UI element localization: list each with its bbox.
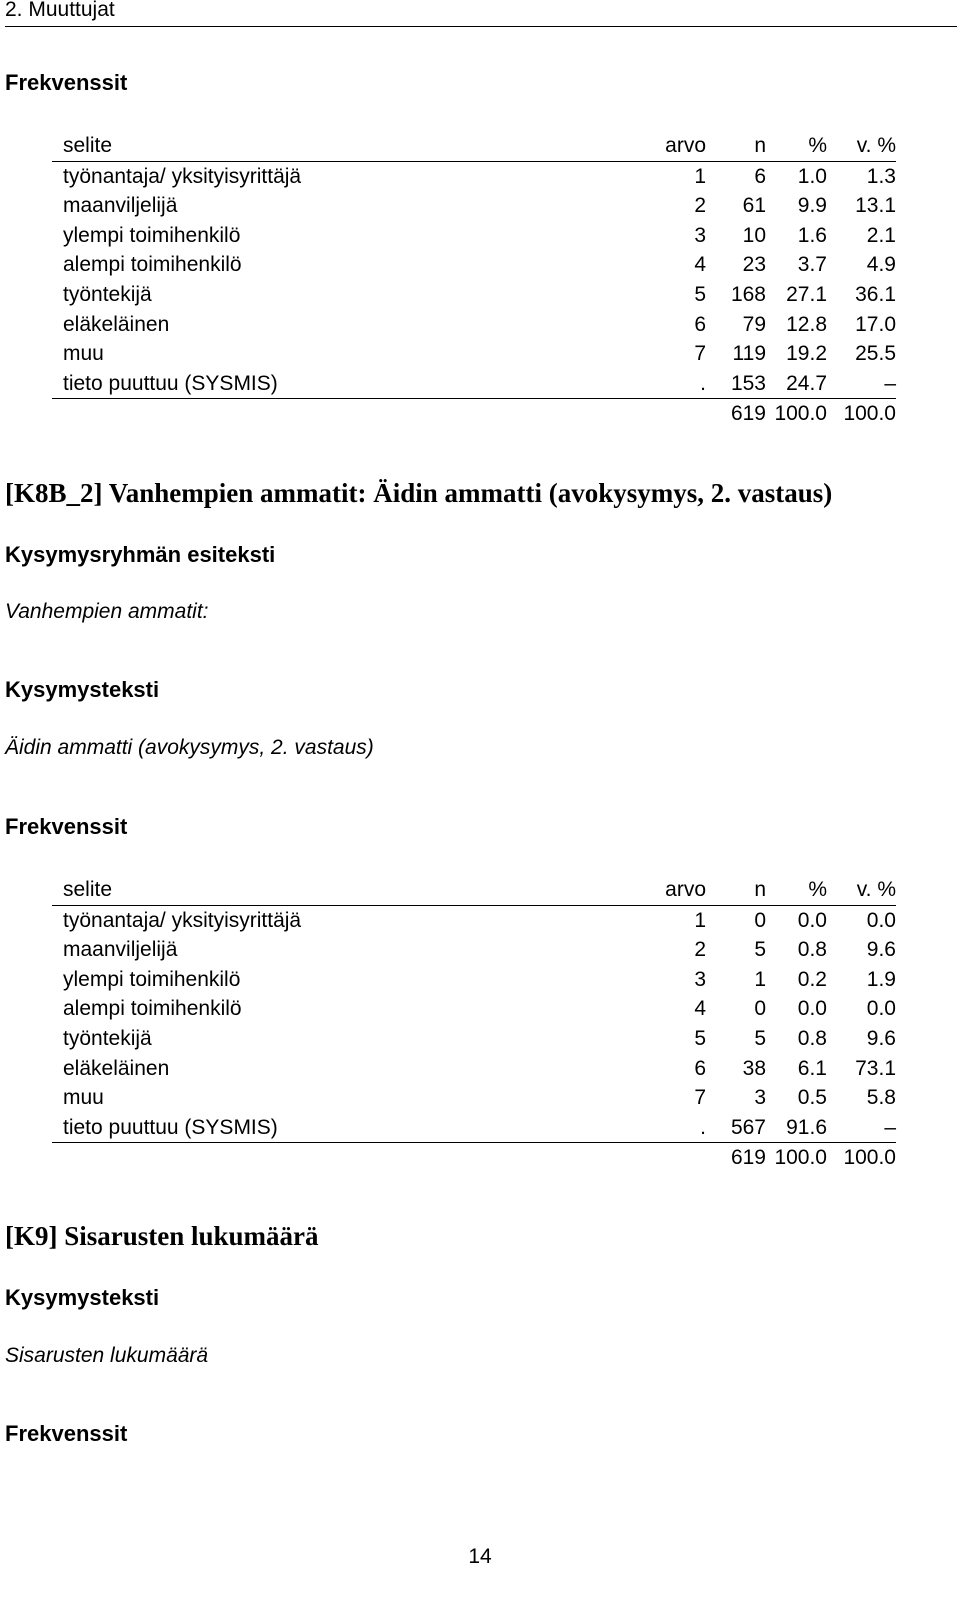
row-vpct: 25.5 bbox=[855, 342, 896, 366]
header-selite: selite bbox=[63, 134, 113, 157]
row-pct: 9.9 bbox=[797, 194, 827, 218]
row-pct: 12.8 bbox=[786, 312, 827, 336]
row-arvo: 5 bbox=[694, 1026, 706, 1050]
table-row bbox=[52, 1083, 896, 1113]
row-vpct: 36.1 bbox=[855, 282, 896, 306]
row-arvo: 3 bbox=[694, 223, 706, 247]
row-selite: eläkeläinen bbox=[63, 1056, 170, 1080]
row-selite: maanviljelijä bbox=[63, 194, 178, 218]
header-pct: % bbox=[808, 878, 827, 901]
row-selite: työntekijä bbox=[63, 282, 152, 306]
table-row bbox=[52, 310, 896, 340]
table-header-row bbox=[52, 875, 896, 905]
table-row bbox=[52, 162, 896, 192]
row-pct: 24.7 bbox=[786, 371, 827, 395]
section2-group-label: Kysymysryhmän esiteksti bbox=[5, 542, 276, 567]
table-total-row bbox=[52, 1143, 896, 1173]
table-row bbox=[52, 1113, 896, 1143]
table-row bbox=[52, 280, 896, 310]
row-pct: 91.6 bbox=[786, 1115, 827, 1139]
section3-heading: [K9] Sisarusten lukumäärä bbox=[5, 1221, 319, 1251]
row-arvo: . bbox=[700, 1115, 706, 1139]
row-arvo: 1 bbox=[694, 908, 706, 932]
row-pct: 0.0 bbox=[797, 908, 827, 932]
table-row bbox=[52, 1054, 896, 1084]
table-row bbox=[52, 1024, 896, 1054]
row-selite: muu bbox=[63, 1086, 104, 1110]
row-vpct: 1.9 bbox=[866, 967, 896, 991]
table-row bbox=[52, 250, 896, 280]
row-pct: 0.8 bbox=[797, 1026, 827, 1050]
row-selite: muu bbox=[63, 342, 104, 366]
section1-freq-label: Frekvenssit bbox=[5, 70, 128, 95]
header-rule bbox=[5, 26, 957, 27]
row-n: 153 bbox=[730, 371, 766, 395]
section1-frequency-table bbox=[52, 131, 896, 429]
header-vpct: v. % bbox=[856, 878, 896, 901]
row-pct: 0.2 bbox=[797, 967, 827, 991]
row-vpct: 9.6 bbox=[866, 938, 896, 962]
row-n: 23 bbox=[742, 253, 766, 277]
row-n: 61 bbox=[742, 194, 766, 218]
table-body bbox=[52, 906, 896, 1143]
section2-heading: [K8B_2] Vanhempien ammatit: Äidin ammatti (avokysymys, 2. vastaus) bbox=[5, 478, 833, 508]
row-n: 567 bbox=[730, 1115, 766, 1139]
total-n: 619 bbox=[730, 1146, 766, 1170]
row-arvo: 7 bbox=[694, 1086, 706, 1110]
row-vpct: 13.1 bbox=[855, 194, 896, 218]
row-n: 79 bbox=[742, 312, 766, 336]
row-vpct: – bbox=[884, 1115, 896, 1139]
row-n: 1 bbox=[754, 967, 766, 991]
row-n: 119 bbox=[732, 342, 766, 366]
row-n: 168 bbox=[730, 282, 766, 306]
row-pct: 1.0 bbox=[797, 164, 827, 188]
row-selite: työnantaja/ yksityisyrittäjä bbox=[63, 908, 302, 932]
section2-question-label: Kysymysteksti bbox=[5, 677, 160, 702]
total-n: 619 bbox=[730, 402, 766, 426]
row-selite: alempi toimihenkilö bbox=[63, 253, 242, 277]
row-pct: 19.2 bbox=[786, 342, 827, 366]
row-selite: alempi toimihenkilö bbox=[63, 997, 242, 1021]
total-vpct: 100.0 bbox=[843, 402, 896, 426]
row-vpct: 5.8 bbox=[866, 1086, 896, 1110]
row-vpct: 17.0 bbox=[855, 312, 896, 336]
row-pct: 27.1 bbox=[786, 282, 827, 306]
running-head: 2. Muuttujat bbox=[5, 0, 115, 21]
row-n: 6 bbox=[754, 164, 766, 188]
header-arvo: arvo bbox=[665, 878, 706, 901]
row-selite: tieto puuttuu (SYSMIS) bbox=[63, 1115, 278, 1139]
row-pct: 0.5 bbox=[797, 1086, 827, 1110]
row-arvo: 3 bbox=[694, 967, 706, 991]
row-arvo: 4 bbox=[694, 253, 706, 277]
row-vpct: – bbox=[884, 371, 896, 395]
header-arvo: arvo bbox=[665, 134, 706, 157]
section2-group-text: Vanhempien ammatit: bbox=[5, 600, 209, 623]
row-n: 0 bbox=[754, 908, 766, 932]
row-selite: ylempi toimihenkilö bbox=[63, 967, 241, 991]
row-pct: 3.7 bbox=[797, 253, 827, 277]
header-vpct: v. % bbox=[856, 134, 896, 157]
row-arvo: 2 bbox=[694, 194, 706, 218]
table-body bbox=[52, 162, 896, 399]
row-arvo: . bbox=[700, 371, 706, 395]
row-arvo: 6 bbox=[694, 312, 706, 336]
header-selite: selite bbox=[63, 878, 113, 901]
row-vpct: 0.0 bbox=[866, 908, 896, 932]
table-row bbox=[52, 994, 896, 1024]
page-number: 14 bbox=[468, 1545, 492, 1568]
row-n: 5 bbox=[754, 1026, 766, 1050]
table-row bbox=[52, 935, 896, 965]
row-arvo: 5 bbox=[694, 282, 706, 306]
row-arvo: 1 bbox=[694, 164, 706, 188]
table-row bbox=[52, 965, 896, 995]
row-vpct: 2.1 bbox=[866, 223, 896, 247]
row-arvo: 6 bbox=[694, 1056, 706, 1080]
row-selite: työnantaja/ yksityisyrittäjä bbox=[63, 164, 302, 188]
row-vpct: 1.3 bbox=[866, 164, 896, 188]
table-total-row bbox=[52, 399, 896, 429]
row-n: 3 bbox=[754, 1086, 766, 1110]
row-vpct: 9.6 bbox=[866, 1026, 896, 1050]
table-row bbox=[52, 369, 896, 399]
table-row bbox=[52, 906, 896, 936]
table-header-row bbox=[52, 131, 896, 161]
row-pct: 0.0 bbox=[797, 997, 827, 1021]
row-arvo: 2 bbox=[694, 938, 706, 962]
row-n: 38 bbox=[742, 1056, 766, 1080]
row-selite: ylempi toimihenkilö bbox=[63, 223, 241, 247]
row-pct: 1.6 bbox=[797, 223, 827, 247]
row-n: 10 bbox=[742, 223, 766, 247]
total-pct: 100.0 bbox=[774, 402, 827, 426]
row-n: 0 bbox=[754, 997, 766, 1021]
table-row bbox=[52, 221, 896, 251]
header-pct: % bbox=[808, 134, 827, 157]
row-pct: 6.1 bbox=[797, 1056, 827, 1080]
section3-question-label: Kysymysteksti bbox=[5, 1285, 160, 1310]
row-vpct: 4.9 bbox=[866, 253, 896, 277]
row-selite: tieto puuttuu (SYSMIS) bbox=[63, 371, 278, 395]
section3-freq-label: Frekvenssit bbox=[5, 1421, 128, 1446]
total-vpct: 100.0 bbox=[843, 1146, 896, 1170]
header-n: n bbox=[754, 878, 766, 901]
row-arvo: 7 bbox=[694, 342, 706, 366]
row-selite: työntekijä bbox=[63, 1026, 152, 1050]
row-vpct: 0.0 bbox=[866, 997, 896, 1021]
section3-question-text: Sisarusten lukumäärä bbox=[5, 1344, 209, 1367]
header-n: n bbox=[754, 134, 766, 157]
row-arvo: 4 bbox=[694, 997, 706, 1021]
row-selite: maanviljelijä bbox=[63, 938, 178, 962]
row-vpct: 73.1 bbox=[855, 1056, 896, 1080]
table-row bbox=[52, 191, 896, 221]
section2-freq-label: Frekvenssit bbox=[5, 814, 128, 839]
row-pct: 0.8 bbox=[797, 938, 827, 962]
row-n: 5 bbox=[754, 938, 766, 962]
section2-frequency-table bbox=[52, 875, 896, 1173]
section2-question-text: Äidin ammatti (avokysymys, 2. vastaus) bbox=[5, 736, 374, 759]
table-row bbox=[52, 339, 896, 369]
total-pct: 100.0 bbox=[774, 1146, 827, 1170]
row-selite: eläkeläinen bbox=[63, 312, 170, 336]
